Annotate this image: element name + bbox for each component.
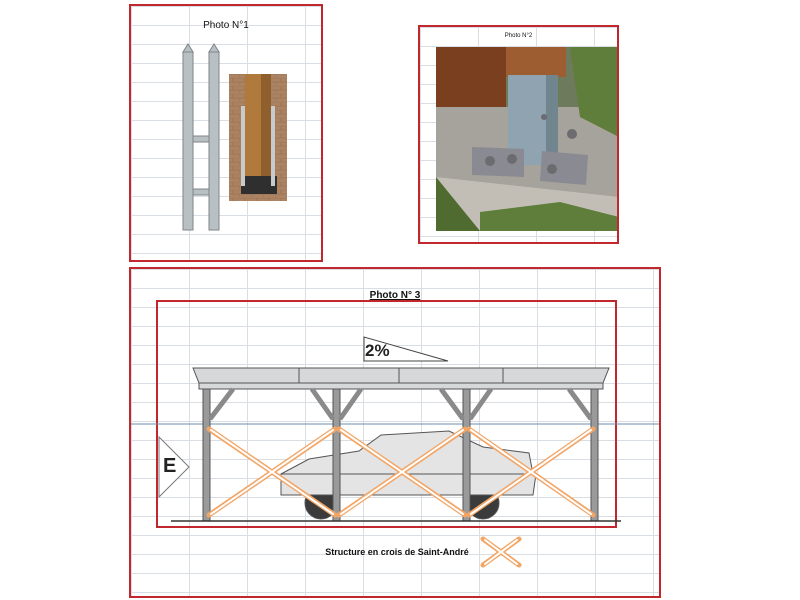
slope-label: 2% (365, 341, 390, 360)
photo1-panel (129, 4, 323, 262)
photo1-title: Photo N°1 (203, 20, 249, 31)
caption: Structure en crois de Saint-André (325, 547, 469, 557)
roof (193, 368, 609, 389)
photo1-image (131, 6, 323, 262)
photo2-panel (418, 25, 619, 244)
photo3-title: Photo N° 3 (369, 290, 421, 301)
photo3-panel (129, 267, 661, 598)
photo2-title: Photo N°2 (504, 33, 533, 39)
orientation-label: E (163, 455, 177, 477)
h-bracket-illustration (183, 44, 219, 230)
wood-post-photo (229, 74, 287, 201)
photo2-image (420, 27, 619, 244)
